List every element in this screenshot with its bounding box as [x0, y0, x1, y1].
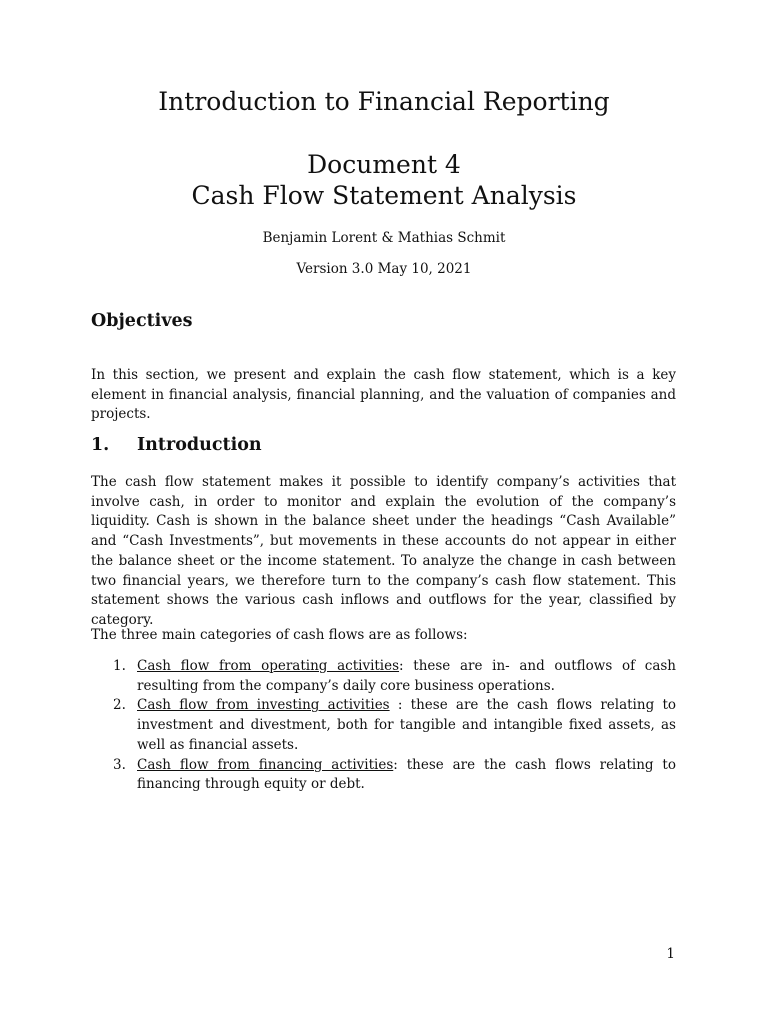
- document-number: Document 4: [307, 150, 461, 179]
- authors: Benjamin Lorent & Mathias Schmit: [262, 230, 506, 246]
- list-item: [113, 756, 676, 795]
- list-description: : these are the cash flows relating to financing through equity or debt.: [137, 756, 676, 793]
- document-subtitle: Cash Flow Statement Analysis: [191, 181, 577, 210]
- document-title: Introduction to Financial Reporting: [158, 87, 610, 116]
- list-item: [113, 696, 676, 755]
- introduction-paragraph: The cash flow statement makes it possible to identify company’s activities that involve cash, in order to monitor and explain the evolution of the company’s liquidity. Cash is shown in the balance sheet under the headings “Cash Available” and “Cash Investments”, but movements in these accounts do not appear in either the balance sheet or the income statement. To analyze the change in cash between two financial years, we therefore turn to the company’s cash flow statement. This statement shows the various cash inflows and outflows for the year, classified by category.: [91, 474, 676, 628]
- list-description: : these are in- and outflows of cash resulting from the company’s daily core business operations.: [137, 658, 676, 694]
- objectives-paragraph: In this section, we present and explain the cash flow statement, which is a key element in financial analysis, financial planning, and the valuation of companies and projects.: [91, 367, 676, 423]
- categories-list: [113, 657, 676, 795]
- page-number: 1: [666, 946, 675, 962]
- list-term: Cash flow from financing activities: [137, 756, 394, 773]
- objectives-heading: Objectives: [91, 311, 193, 331]
- list-term: Cash flow from investing activities: [137, 697, 390, 714]
- list-term: Cash flow from operating activities: [137, 658, 400, 674]
- list-text: [137, 756, 676, 795]
- list-number: 2.: [113, 697, 126, 714]
- section-number: 1.: [91, 435, 110, 455]
- categories-intro: The three main categories of cash flows are as follows:: [91, 627, 468, 643]
- introduction-heading: [91, 437, 676, 455]
- list-item: [113, 657, 676, 696]
- list-number: 3.: [113, 756, 126, 773]
- version-date: Version 3.0 May 10, 2021: [296, 261, 472, 277]
- list-text: [137, 657, 676, 696]
- section-title: Introduction: [137, 435, 262, 455]
- list-text: [137, 696, 676, 755]
- list-number: 1.: [113, 658, 126, 674]
- list-description: : these are the cash flows relating to investment and divestment, both for tangible and intangible fixed assets, as well as financial assets.: [137, 697, 677, 753]
